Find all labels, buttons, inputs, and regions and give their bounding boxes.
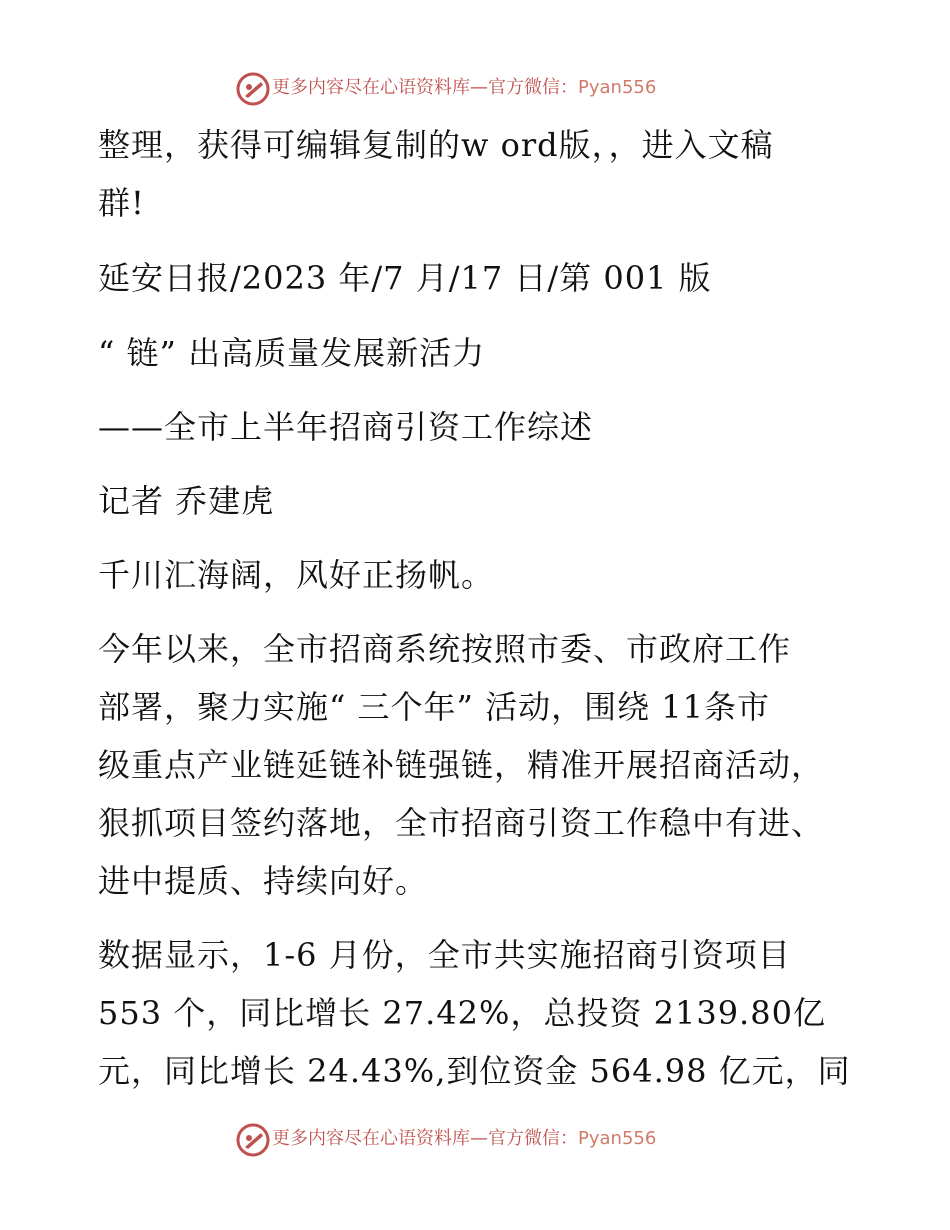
watermark-text: 更多内容尽在心语资料库—官方微信：Pyan556 [272, 1128, 657, 1149]
paragraph [98, 926, 858, 1100]
byline [98, 472, 858, 530]
dateline [98, 249, 858, 307]
text-line: 元，同比增长 24.43%,到位资金 564.98 亿元，同 [98, 1052, 851, 1090]
watermark-footer [0, 1121, 950, 1161]
text-line: 今年以来，全市招商系统按照市委、市政府工作 [98, 630, 792, 668]
headline [98, 324, 858, 382]
logo-icon [236, 1123, 270, 1157]
text-line: 延安日报/2023 年/7 月/17 日/第 001 版 [98, 259, 712, 297]
text-line: 狠抓项目签约落地，全市招商引资工作稳中有进、 [98, 804, 825, 842]
text-line: 千川汇海阔，风好正扬帆。 [98, 556, 495, 594]
text-line: 进中提质、持续向好。 [98, 862, 429, 900]
paragraph [98, 620, 858, 910]
text-line: ——全市上半年招商引资工作综述 [98, 408, 594, 446]
document-body [98, 116, 858, 232]
text-line: 部署，聚力实施“ 三个年” 活动，围绕 11条市 [98, 688, 770, 726]
text-line: 553 个，同比增长 27.42%，总投资 2139.80亿 [98, 994, 826, 1032]
text-line: 整理，获得可编辑复制的w ord版，，进入文稿 [98, 126, 774, 164]
text-line: 级重点产业链延链补链强链，精准开展招商活动， [98, 746, 825, 784]
watermark-text: 更多内容尽在心语资料库—官方微信：Pyan556 [272, 77, 657, 98]
subheadline [98, 398, 858, 456]
paragraph [98, 546, 858, 604]
wechat-id: Pyan556 [578, 1128, 657, 1149]
logo-icon [236, 72, 270, 106]
text-line: 数据显示，1-6 月份，全市共实施招商引资项目 [98, 936, 791, 974]
watermark-header [0, 70, 950, 110]
text-line: 群! [98, 184, 145, 222]
text-line: “ 链” 出高质量发展新活力 [98, 334, 486, 372]
wechat-id: Pyan556 [578, 77, 657, 98]
text-line: 记者 乔建虎 [98, 482, 275, 520]
